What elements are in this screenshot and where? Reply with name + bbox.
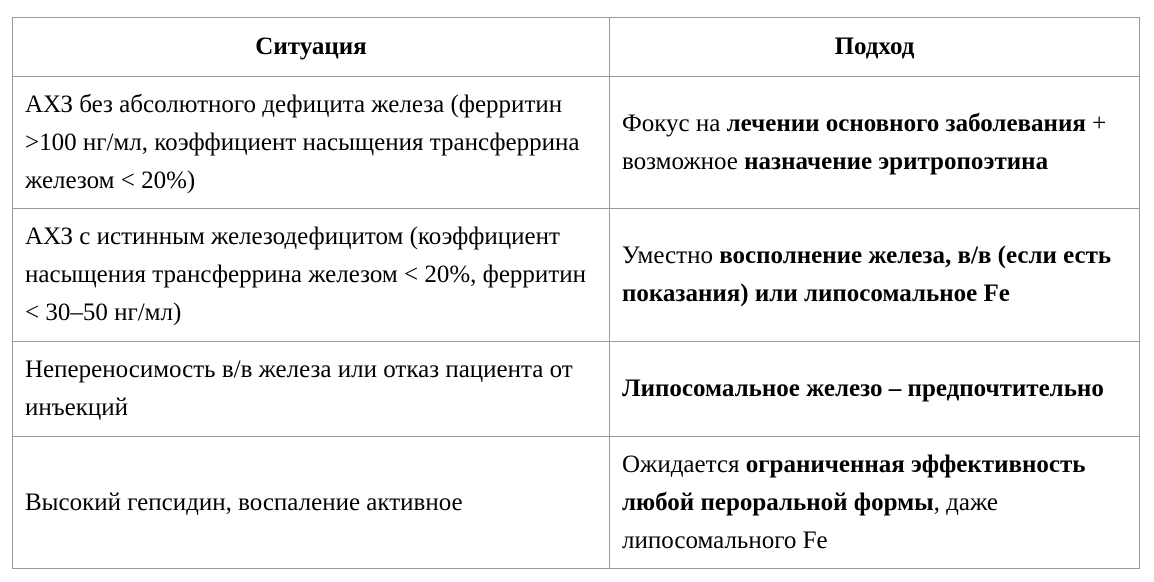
approach-cell bbox=[610, 209, 1140, 342]
comparison-table bbox=[12, 17, 1140, 569]
approach-segment-bold: восполнение железа, в/в (если есть показания) или липосомальное Fe bbox=[622, 242, 1112, 307]
approach-segment-bold: ограниченная эффективность любой пероральной формы bbox=[622, 450, 1086, 516]
approach-cell bbox=[610, 437, 1140, 569]
approach-segment: Фокус на bbox=[622, 109, 727, 137]
approach-segment: , даже липосомального Fe bbox=[622, 488, 999, 554]
situation-cell: АХЗ с истинным железодефицитом (коэффициент насыщения трансферрина железом < 20%, ферритин < 30–50 нг/мл) bbox=[13, 209, 610, 342]
approach-cell bbox=[610, 342, 1140, 437]
situation-cell: АХЗ без абсолютного дефицита железа (ферритин >100 нг/мл, коэффициент насыщения трансферрина железом < 20%) bbox=[13, 77, 610, 209]
approach-segment: Уместно bbox=[622, 242, 720, 269]
table-row bbox=[13, 342, 1140, 437]
approach-cell bbox=[610, 77, 1140, 209]
header-approach: Подход bbox=[610, 18, 1140, 77]
situation-cell: Непереносимость в/в железа или отказ пациента от инъекций bbox=[13, 342, 610, 437]
header-situation: Ситуация bbox=[13, 18, 610, 77]
approach-segment: + возможное bbox=[622, 109, 1107, 175]
approach-segment-bold: лечении основного заболевания bbox=[726, 109, 1086, 137]
table-row bbox=[13, 437, 1140, 569]
approach-segment-bold: Липосомальное железо – предпочтительно bbox=[622, 375, 1104, 402]
table-row bbox=[13, 209, 1140, 342]
table-header-row bbox=[13, 18, 1140, 77]
approach-segment-bold: назначение эритропоэтина bbox=[744, 147, 1049, 175]
table-row bbox=[13, 77, 1140, 209]
approach-segment: Ожидается bbox=[622, 450, 746, 478]
situation-cell: Высокий гепсидин, воспаление активное bbox=[13, 437, 610, 569]
